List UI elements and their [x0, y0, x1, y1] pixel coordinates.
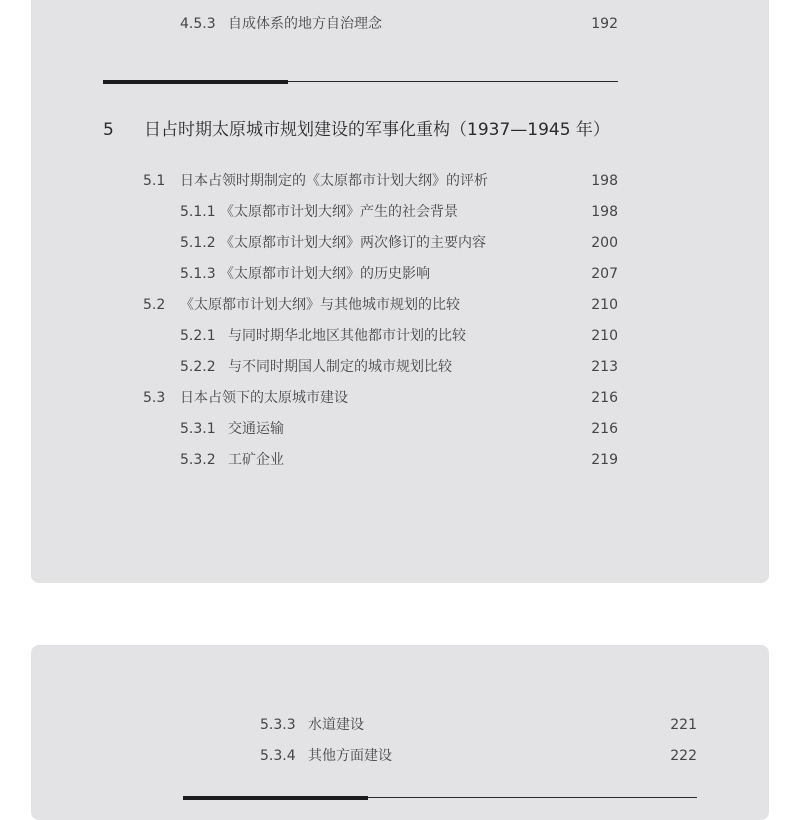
toc-entry-5-3-4 [260, 744, 697, 768]
entry-page: 192 [591, 16, 618, 32]
entry-title: 日本占领时期制定的《太原都市计划大纲》的评析 [180, 173, 488, 189]
toc-entry-5-3 [143, 386, 618, 410]
entry-page: 216 [591, 421, 618, 437]
entry-page: 216 [591, 390, 618, 406]
toc-entry-4-5-3 [180, 12, 618, 36]
entry-number: 5.2 [143, 297, 166, 313]
toc-entry-5-2-1 [180, 324, 618, 348]
toc-card-1 [31, 0, 769, 583]
entry-page: 198 [591, 173, 618, 189]
entry-number: 5.2.2 [180, 359, 216, 375]
entry-number: 5.1.3 [180, 266, 216, 282]
toc-entry-5-3-1 [180, 417, 618, 441]
entry-number: 5.3.4 [260, 748, 296, 764]
entry-number: 5.1.2 [180, 235, 216, 251]
entry-number: 5.1 [143, 173, 166, 189]
entry-title: 与同时期华北地区其他都市计划的比较 [228, 328, 466, 344]
entry-page: 210 [591, 297, 618, 313]
toc-entry-5-1-1 [180, 200, 618, 224]
entry-title: 自成体系的地方自治理念 [228, 16, 382, 32]
chapter-heading [103, 116, 618, 144]
entry-number: 5.3 [143, 390, 166, 406]
entry-title: 交通运输 [228, 421, 284, 437]
entry-title: 水道建设 [308, 717, 364, 733]
entry-title: 《太原都市计划大纲》与其他城市规划的比较 [180, 297, 460, 313]
entry-title: 《太原都市计划大纲》的历史影响 [220, 266, 430, 282]
entry-page: 200 [591, 235, 618, 251]
entry-number: 5.2.1 [180, 328, 216, 344]
entry-page: 210 [591, 328, 618, 344]
toc-entry-5-1-2 [180, 231, 618, 255]
entry-page: 221 [670, 717, 697, 733]
toc-entry-5-1-3 [180, 262, 618, 286]
toc-card-2 [31, 645, 769, 820]
entry-title: 其他方面建设 [308, 748, 392, 764]
entry-title: 《太原都市计划大纲》产生的社会背景 [220, 204, 458, 220]
entry-title: 工矿企业 [228, 452, 284, 468]
entry-number: 5.1.1 [180, 204, 216, 220]
entry-page: 219 [591, 452, 618, 468]
toc-entry-5-1 [143, 169, 618, 193]
entry-number: 5.3.1 [180, 421, 216, 437]
chapter-title: 日占时期太原城市规划建设的军事化重构（1937—1945 年） [144, 120, 610, 140]
entry-page: 222 [670, 748, 697, 764]
entry-number: 5.3.2 [180, 452, 216, 468]
toc-entry-5-3-3 [260, 713, 697, 737]
entry-title: 日本占领下的太原城市建设 [180, 390, 348, 406]
toc-entry-5-2-2 [180, 355, 618, 379]
entry-page: 213 [591, 359, 618, 375]
divider-thin [368, 797, 697, 798]
divider-thick [183, 796, 368, 800]
toc-entry-5-2 [143, 293, 618, 317]
toc-entry-5-3-2 [180, 448, 618, 472]
divider-thin [288, 81, 618, 82]
entry-number: 5.3.3 [260, 717, 296, 733]
divider-thick [103, 80, 288, 84]
entry-title: 与不同时期国人制定的城市规划比较 [228, 359, 452, 375]
entry-title: 《太原都市计划大纲》两次修订的主要内容 [220, 235, 486, 251]
entry-page: 207 [591, 266, 618, 282]
entry-number: 4.5.3 [180, 16, 216, 32]
chapter-number: 5 [103, 120, 114, 140]
entry-page: 198 [591, 204, 618, 220]
